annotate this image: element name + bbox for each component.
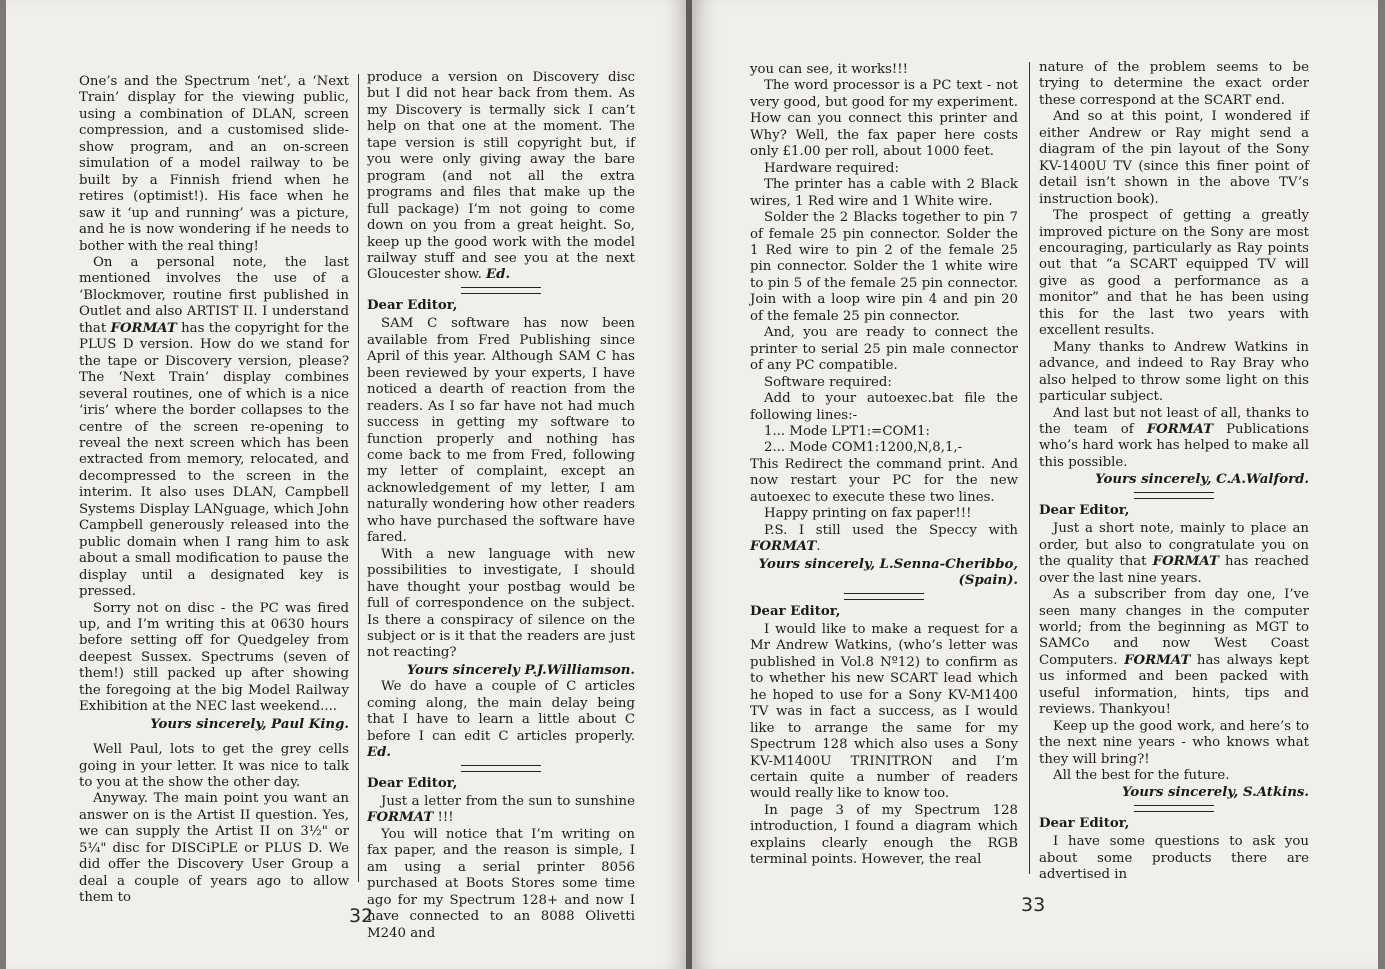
editor-mark: Ed.	[367, 745, 392, 761]
paragraph: One’s and the Spectrum ‘net’, a ‘Next Train’ display for the viewing public, using a combination of DLAN, screen compression, and a customised slide-show program, and an on-screen simulation of a model railway to be built by a Finnish friend when he retires (optimist!). His face when he saw it ‘up and running’ was a picture, and he is now wondering if he needs to bother with the real thing!	[79, 74, 349, 254]
text-run: has the copyright for the PLUS D version. How do we stand for the tape or Discovery version, please? The ‘Next Train’ display combines several routines, one of which is a nice ‘iris’ where the border collapses to the centre of the screen re-opening to reveal the next screen which has been extracted from memory, relocated, and decompressed to the screen in the interim. It also uses DLAN, Campbell Systems Display LANguage, which John Campbell generously released into the public domain when I rang him to ask about a small modification to pause the display until a designated key is pressed.	[79, 320, 349, 600]
format-brand: FORMAT	[367, 810, 434, 826]
letter-heading: Dear Editor,	[367, 297, 458, 313]
divider-rule	[461, 765, 541, 772]
text-run: Just a letter from the sun to sunshine	[381, 794, 635, 810]
editor-mark: Ed.	[486, 267, 511, 283]
letter-signature-location: (Spain).	[958, 573, 1018, 589]
paragraph: And, you are ready to connect the printer to serial 25 pin male connector of any PC compatible.	[750, 325, 1018, 374]
letter-heading: Dear Editor,	[367, 775, 458, 791]
paragraph: I have some questions to ask you about some products there are advertised in	[1039, 834, 1309, 883]
text-run: has reached over the last nine years.	[1039, 554, 1309, 586]
column-4	[1039, 60, 1309, 884]
format-brand: FORMAT	[1124, 652, 1191, 668]
paragraph	[1039, 406, 1309, 472]
text-run: .	[816, 539, 821, 555]
column-2	[367, 70, 635, 942]
letter-signature: Yours sincerely, C.A.Walford.	[1095, 472, 1309, 488]
text-run: Just a short note, mainly to place an order, but also to congratulate you on the quality that	[1039, 521, 1309, 570]
letter-signature: Yours sincerely, L.Senna-Cheribbo,	[758, 556, 1018, 572]
paragraph: Keep up the good work, and here’s to the next nine years - who knows what they will bring?!	[1039, 718, 1309, 767]
divider-rule	[1134, 805, 1214, 812]
text-run: !!!	[433, 810, 454, 826]
paragraph: Add to your autoexec.bat file the following lines:-	[750, 391, 1018, 423]
column-divider	[358, 74, 359, 882]
column-1	[79, 74, 349, 907]
column-3	[750, 62, 1018, 869]
letter-signature: Yours sincerely P.J.Williamson.	[406, 662, 635, 678]
text-run: As a subscriber from day one, I’ve seen many changes in the computer world; from the beginning as MGT to SAMCo and now West Coast Computers.	[1039, 587, 1309, 668]
paragraph: Solder the 2 Blacks together to pin 7 of female 25 pin connector. Solder the 1 Red wire to pin 2 of the female 25 pin connector. Solder the 1 white wire to pin 5 of the female 25 pin connector. Join with a loop wire pin 4 and pin 20 of the female 25 pin connector.	[750, 210, 1018, 324]
paragraph	[79, 255, 349, 601]
divider-rule	[844, 593, 924, 600]
text-run: P.S. I still used the Speccy with	[764, 522, 1018, 538]
page-number-right: 33	[1021, 894, 1046, 916]
paragraph: You will notice that I’m writing on fax paper, and the reason is simple, I am using a serial printer 8056 purchased at Boots Stores some time ago for my Spectrum 128+ and now I have connected to an 8088 Olivetti M240 and	[367, 826, 635, 941]
paragraph: Software required:	[764, 374, 892, 390]
paragraph: With a new language with new possibilities to investigate, I should have thought your postbag would be full of correspondence on the subject. Is there a conspiracy of silence on the subject or is it that the readers are just not reacting?	[367, 546, 635, 661]
paragraph: Well Paul, lots to get the grey cells going in your letter. It was nice to talk to you at the show the other day.	[79, 742, 349, 791]
format-brand: FORMAT	[1146, 421, 1214, 437]
paragraph: Sorry not on disc - the PC was fired up, and I’m writing this at 0630 hours before setting off for Quedgeley from deepest Sussex. Spectrums (seven of them!) still packed up after showing the foregoing at the big Model Railway Exhibition at the NEC last weekend....	[79, 600, 349, 715]
paragraph: All the best for the future.	[1053, 768, 1230, 784]
text-run: Publications who’s hard work has helped to make all this possible.	[1039, 421, 1309, 470]
divider-rule	[1134, 492, 1214, 499]
text-run: And last but not least of all, thanks to the team of	[1039, 405, 1309, 437]
text-run: produce a version on Discovery disc but I did not hear back from them. As my Discovery is termally sick I can’t help on that one at the moment. The tape version is still copyright but, if you were only giving away the bare program (and not all the extra programs and files that make up the full package) I’m not going to come down on you from a great height. So, keep up the good work with the model railway stuff and see you at the next Gloucester show.	[367, 70, 635, 283]
page-number-left: 32	[349, 905, 374, 927]
paragraph	[750, 523, 1018, 556]
text-run: On a personal note, the last mentioned involves the use of a ‘Blockmover, routine first published in Outlet and also ARTIST II. I understand that	[79, 254, 349, 336]
paragraph: you can see, it works!!!	[750, 62, 908, 77]
letter-signature: Yours sincerely, S.Atkins.	[1121, 785, 1309, 801]
paragraph: 1... Mode LPT1:=COM1:	[764, 423, 930, 439]
letter-heading: Dear Editor,	[750, 603, 841, 619]
paragraph: The printer has a cable with 2 Black wires, 1 Red wire and 1 White wire.	[750, 177, 1018, 209]
paragraph	[367, 679, 635, 761]
paragraph	[1039, 521, 1309, 587]
format-brand: FORMAT	[750, 539, 817, 555]
paragraph	[367, 70, 635, 284]
paragraph: Happy printing on fax paper!!!	[764, 506, 972, 522]
paragraph: I would like to make a request for a Mr Andrew Watkins, (who’s letter was published in Vol.8 Nº12) to confirm as to whether his new SCART lead which he hoped to use for a Sony KV-M1400 TV was in fact a success, as I would like to arrange the same for my Spectrum 128 which also uses a Sony KV-M1400U TRINITRON and I’m certain quite a number of readers would really like to know too.	[750, 621, 1018, 802]
paragraph: Anyway. The main point you want an answer on is the Artist II question. Yes, we can supply the Artist II on 3½" or 5¼" disc for DISCiPLE or PLUS D. We did offer the Discovery User Group a deal a couple of years ago to allow them to	[79, 791, 349, 906]
paragraph: And so at this point, I wondered if either Andrew or Ray might send a diagram of the pin layout of the Sony KV-1400U TV (since this finer point of detail isn’t shown in the above TV’s instruction book).	[1039, 109, 1309, 207]
column-divider	[1029, 62, 1030, 874]
format-brand: FORMAT	[1152, 554, 1219, 570]
paragraph: nature of the problem seems to be trying to determine the exact order these correspond at the SCART end.	[1039, 60, 1309, 108]
paragraph: 2... Mode COM1:1200,N,8,1,-	[764, 440, 963, 456]
paragraph: This Redirect the command print. And now restart your PC for the new autoexec to execute these two lines.	[750, 456, 1018, 505]
paragraph: The prospect of getting a greatly improved picture on the Sony are most encouraging, particularly as Ray points out that “a SCART equipped TV will give as good a performance as a monitor” and that he has been using this for the last two years with excellent results.	[1039, 208, 1309, 339]
paragraph: SAM C software has now been available from Fred Publishing since April of this year. Although SAM C has been reviewed by your experts, I have noticed a dearth of reaction from the readers. As I so far have not had much success in getting my software to function properly and nothing has come back to me from Fred, following my letter of complaint, except an acknowledgement of my letter, I am naturally wondering how other readers who have purchased the software have fared.	[367, 316, 635, 546]
paragraph: The word processor is a PC text - not very good, but good for my experiment. How can you connect this printer and Why? Well, the fax paper here costs only £1.00 per roll, about 1000 feet.	[750, 78, 1018, 160]
format-brand: FORMAT	[110, 320, 177, 336]
paragraph	[367, 794, 635, 827]
text-run: We do have a couple of C articles coming along, the main delay being that I have to learn a little about C before I can edit C articles properly.	[367, 679, 635, 744]
letter-heading: Dear Editor,	[1039, 502, 1130, 518]
divider-rule	[461, 287, 541, 294]
paragraph: Many thanks to Andrew Watkins in advance, and indeed to Ray Bray who also helped to throw some light on this particular subject.	[1039, 339, 1309, 405]
paragraph: Hardware required:	[764, 160, 899, 176]
text-run: has always kept us informed and been packed with useful information, hints, tips and reviews. Thankyou!	[1039, 652, 1309, 718]
letter-signature: Yours sincerely, Paul King.	[150, 716, 349, 732]
paragraph: In page 3 of my Spectrum 128 introduction, I found a diagram which explains clearly enough the RGB terminal points. However, the real	[750, 802, 1018, 868]
letter-heading: Dear Editor,	[1039, 815, 1130, 831]
paragraph	[1039, 587, 1309, 719]
